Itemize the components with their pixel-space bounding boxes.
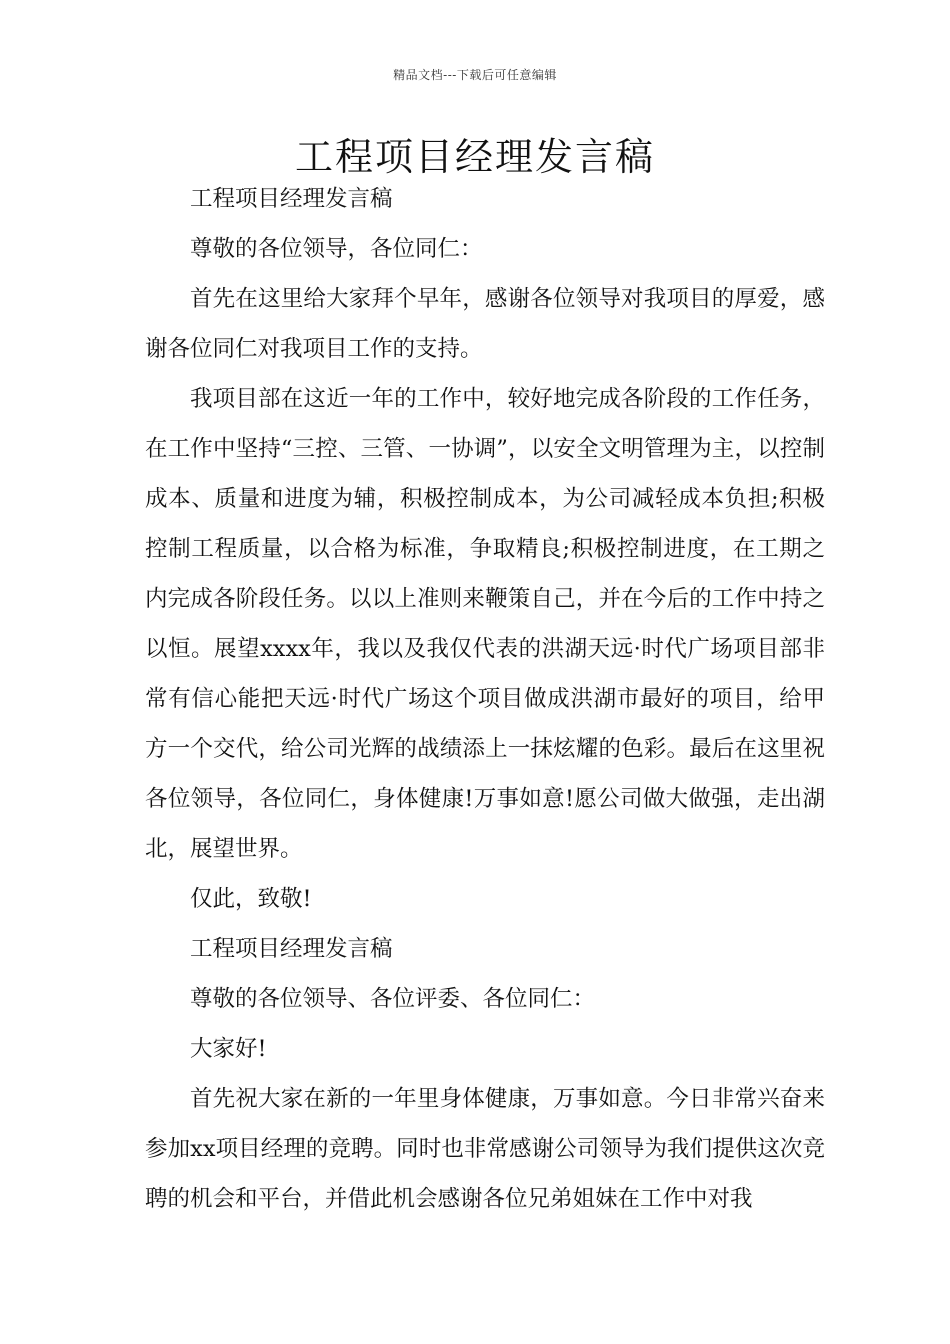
paragraph: 尊敬的各位领导，各位同仁： [190,236,483,262]
paragraph: 工程项目经理发言稿 [190,186,393,212]
document-body [145,174,825,1224]
page-header: 精品文档---下载后可任意编辑 [393,68,557,82]
paragraph: 首先在这里给大家拜个早年，感谢各位领导对我项目的厚爱，感谢各位同仁对我项目工作的支持。 [145,286,825,362]
document-title: 工程项目经理发言稿 [294,135,655,179]
paragraph: 工程项目经理发言稿 [190,936,393,962]
paragraph: 我项目部在这近一年的工作中，较好地完成各阶段的工作任务，在工作中坚持“三控、三管、一协调”，以安全文明管理为主，以控制成本、质量和进度为辅，积极控制成本，为公司减轻成本负担;积极控制工程质量，以合格为标准，争取精良;积极控制进度，在工期之内完成各阶段任务。以以上准则来鞭策自己，并在今后的工作中持之以恒。展望xxxx年，我以及我仅代表的洪湖天远·时代广场项目部非常有信心能把天远·时代广场这个项目做成洪湖市最好的项目，给甲方一个交代，给公司光辉的战绩添上一抹炫耀的色彩。最后在这里祝各位领导，各位同仁，身体健康!万事如意!愿公司做大做强，走出湖北，展望世界。 [145,386,825,862]
paragraph: 首先祝大家在新的一年里身体健康，万事如意。今日非常兴奋来参加xx项目经理的竞聘。同时也非常感谢公司领导为我们提供这次竞聘的机会和平台，并借此机会感谢各位兄弟姐妹在工作中对我 [145,1086,825,1212]
paragraph: 尊敬的各位领导、各位评委、各位同仁： [190,986,596,1012]
paragraph: 大家好! [190,1036,267,1062]
paragraph: 仅此，致敬! [190,886,312,912]
